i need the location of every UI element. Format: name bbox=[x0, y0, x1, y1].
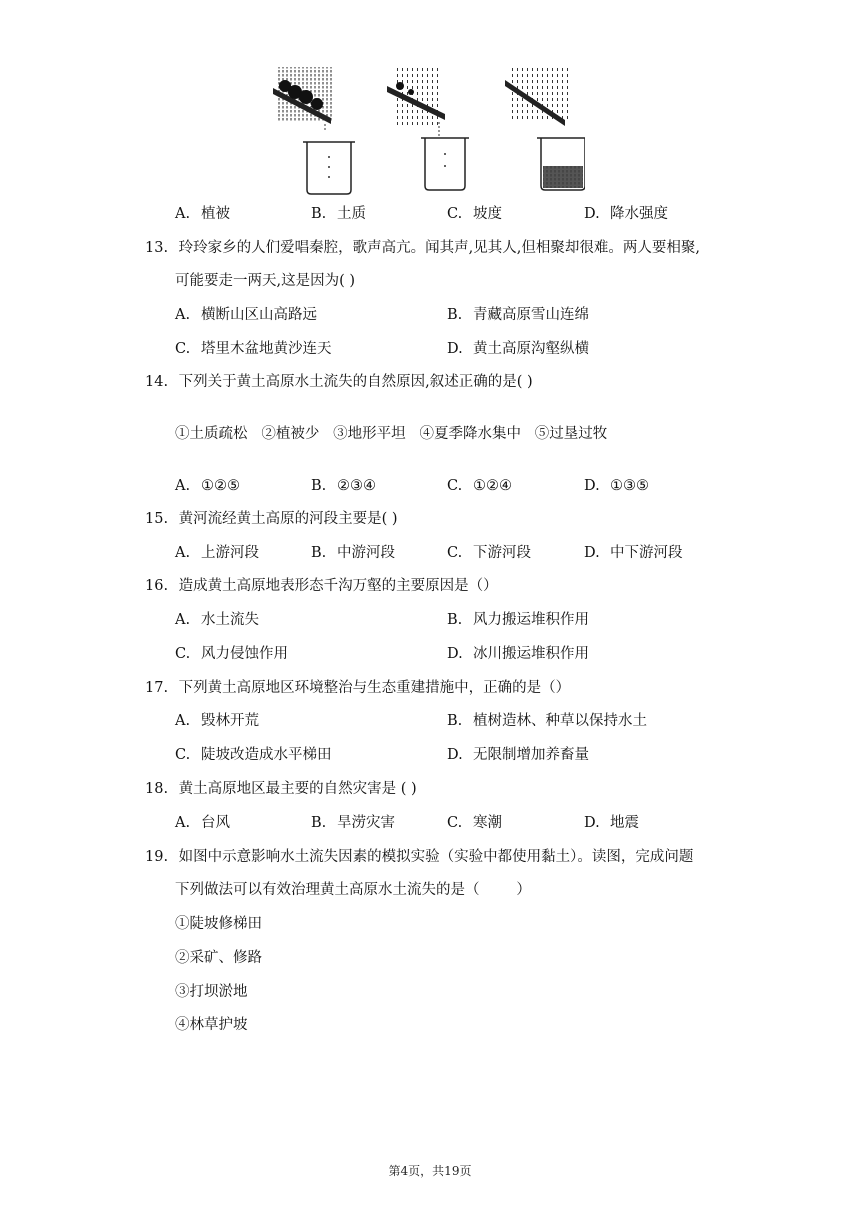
q14-items: ①土质疏松 ②植被少 ③地形平坦 ④夏季降水集中 ⑤过垦过牧 bbox=[175, 426, 608, 442]
q15-option-d[interactable] bbox=[584, 543, 683, 563]
page-number-footer: 第4页，共19页 bbox=[388, 1164, 472, 1178]
option-letter: B. bbox=[311, 815, 327, 831]
q12-option-c[interactable] bbox=[447, 204, 502, 224]
option-text: 旱涝灾害 bbox=[337, 815, 395, 831]
question-text: 黄土高原地区最主要的自然灾害是 ( ) bbox=[178, 781, 417, 797]
question-text: 下列黄土高原地区环境整治与生态重建措施中，正确的是（） bbox=[178, 680, 571, 696]
option-text: 水土流失 bbox=[201, 612, 259, 628]
q12-option-b[interactable] bbox=[311, 204, 366, 224]
option-letter: A. bbox=[175, 612, 191, 628]
q17-option-b[interactable] bbox=[447, 711, 647, 731]
q15-stem bbox=[145, 509, 398, 529]
option-text: 中下游河段 bbox=[610, 545, 683, 561]
q17-option-c[interactable] bbox=[175, 745, 332, 765]
q17-option-d[interactable] bbox=[447, 745, 589, 765]
q12-option-a[interactable] bbox=[175, 204, 230, 224]
option-text: 风力侵蚀作用 bbox=[201, 646, 288, 662]
q15-option-c[interactable] bbox=[447, 543, 531, 563]
q14-option-d[interactable] bbox=[584, 476, 649, 496]
option-text: 土质 bbox=[337, 206, 366, 222]
option-text: 植被 bbox=[201, 206, 230, 222]
question-number: 14. bbox=[145, 374, 169, 390]
q16-option-b[interactable] bbox=[447, 610, 589, 630]
option-letter: C. bbox=[447, 815, 463, 831]
option-text: 毁林开荒 bbox=[201, 713, 259, 729]
option-text: ①③⑤ bbox=[610, 478, 649, 494]
q13-option-b[interactable] bbox=[447, 305, 589, 325]
question-text: 玲玲家乡的人们爱唱秦腔，歌声高亢。闻其声,见其人,但相聚却很难。两人要相聚, bbox=[178, 240, 700, 256]
soil-erosion-experiment-figure bbox=[265, 62, 585, 197]
q13-option-d[interactable] bbox=[447, 339, 589, 359]
q19-stem-continued: 下列做法可以有效治理黄土高原水土流失的是（ ） bbox=[175, 882, 531, 898]
option-letter: D. bbox=[447, 341, 463, 357]
q18-option-d[interactable] bbox=[584, 813, 639, 833]
option-letter: B. bbox=[447, 713, 463, 729]
option-text: 上游河段 bbox=[201, 545, 259, 561]
q16-option-d[interactable] bbox=[447, 644, 589, 664]
question-text: 造成黄土高原地表形态千沟万壑的主要原因是（） bbox=[178, 578, 498, 594]
q16-stem bbox=[145, 576, 498, 596]
q17-option-a[interactable] bbox=[175, 711, 259, 731]
option-text: 植树造林、种草以保持水土 bbox=[473, 713, 647, 729]
question-text: 如图中示意影响水土流失因素的模拟实验（实验中都使用黏土）。读图，完成问题 bbox=[178, 849, 694, 865]
question-number: 15. bbox=[145, 511, 169, 527]
option-text: 台风 bbox=[201, 815, 230, 831]
q14-option-a[interactable] bbox=[175, 476, 240, 496]
option-letter: D. bbox=[584, 815, 600, 831]
option-text: ①②⑤ bbox=[201, 478, 240, 494]
q18-option-c[interactable] bbox=[447, 813, 502, 833]
option-text: 地震 bbox=[610, 815, 639, 831]
option-text: 寒潮 bbox=[473, 815, 502, 831]
question-number: 16. bbox=[145, 578, 169, 594]
question-number: 19. bbox=[145, 849, 169, 865]
option-text: 冰川搬运堆积作用 bbox=[473, 646, 589, 662]
option-text: 陡坡改造成水平梯田 bbox=[201, 747, 332, 763]
question-number: 18. bbox=[145, 781, 169, 797]
option-letter: B. bbox=[447, 307, 463, 323]
q14-option-b[interactable] bbox=[311, 476, 376, 496]
q17-stem bbox=[145, 678, 570, 698]
option-letter: A. bbox=[175, 713, 191, 729]
q19-item: ①陡坡修梯田 bbox=[175, 916, 262, 932]
steep-slope-icon bbox=[505, 67, 585, 190]
vegetation-slope-icon bbox=[273, 67, 355, 194]
option-letter: A. bbox=[175, 478, 191, 494]
option-letter: A. bbox=[175, 815, 191, 831]
option-letter: C. bbox=[447, 545, 463, 561]
q15-option-b[interactable] bbox=[311, 543, 395, 563]
q12-option-d[interactable] bbox=[584, 204, 668, 224]
option-letter: D. bbox=[447, 747, 463, 763]
q18-option-b[interactable] bbox=[311, 813, 395, 833]
option-letter: D. bbox=[447, 646, 463, 662]
q15-option-a[interactable] bbox=[175, 543, 259, 563]
q18-option-a[interactable] bbox=[175, 813, 230, 833]
q19-item: ④林草护坡 bbox=[175, 1017, 248, 1033]
q13-stem bbox=[145, 238, 700, 258]
option-text: 下游河段 bbox=[473, 545, 531, 561]
option-text: 青藏高原雪山连绵 bbox=[473, 307, 589, 323]
q19-stem bbox=[145, 847, 693, 867]
option-text: ②③④ bbox=[337, 478, 376, 494]
option-letter: A. bbox=[175, 545, 191, 561]
option-letter: C. bbox=[447, 478, 463, 494]
option-letter: D. bbox=[584, 478, 600, 494]
option-letter: D. bbox=[584, 206, 600, 222]
option-letter: A. bbox=[175, 307, 191, 323]
option-text: 坡度 bbox=[473, 206, 502, 222]
option-text: 降水强度 bbox=[610, 206, 668, 222]
q13-stem-continued: 可能要走一两天,这是因为( ) bbox=[175, 273, 356, 289]
option-letter: D. bbox=[584, 545, 600, 561]
question-number: 17. bbox=[145, 680, 169, 696]
option-letter: B. bbox=[447, 612, 463, 628]
option-text: 中游河段 bbox=[337, 545, 395, 561]
option-text: ①②④ bbox=[473, 478, 512, 494]
option-letter: C. bbox=[447, 206, 463, 222]
soil-slope-icon bbox=[387, 67, 469, 190]
q19-item: ③打坝淤地 bbox=[175, 984, 248, 1000]
q13-option-a[interactable] bbox=[175, 305, 317, 325]
option-text: 风力搬运堆积作用 bbox=[473, 612, 589, 628]
question-text: 下列关于黄土高原水土流失的自然原因,叙述正确的是( ) bbox=[178, 374, 533, 390]
q19-item: ②采矿、修路 bbox=[175, 950, 262, 966]
q16-option-a[interactable] bbox=[175, 610, 259, 630]
option-text: 横断山区山高路远 bbox=[201, 307, 317, 323]
q13-option-c[interactable] bbox=[175, 339, 332, 359]
q14-stem bbox=[145, 372, 533, 392]
option-text: 黄土高原沟壑纵横 bbox=[473, 341, 589, 357]
q14-option-c[interactable] bbox=[447, 476, 512, 496]
option-letter: C. bbox=[175, 747, 191, 763]
q18-stem bbox=[145, 779, 417, 799]
option-letter: C. bbox=[175, 341, 191, 357]
option-letter: B. bbox=[311, 478, 327, 494]
question-text: 黄河流经黄土高原的河段主要是( ) bbox=[178, 511, 398, 527]
option-letter: B. bbox=[311, 545, 327, 561]
option-letter: C. bbox=[175, 646, 191, 662]
question-number: 13. bbox=[145, 240, 169, 256]
option-letter: A. bbox=[175, 206, 191, 222]
option-text: 塔里木盆地黄沙连天 bbox=[201, 341, 332, 357]
q16-option-c[interactable] bbox=[175, 644, 288, 664]
option-text: 无限制增加养畜量 bbox=[473, 747, 589, 763]
option-letter: B. bbox=[311, 206, 327, 222]
